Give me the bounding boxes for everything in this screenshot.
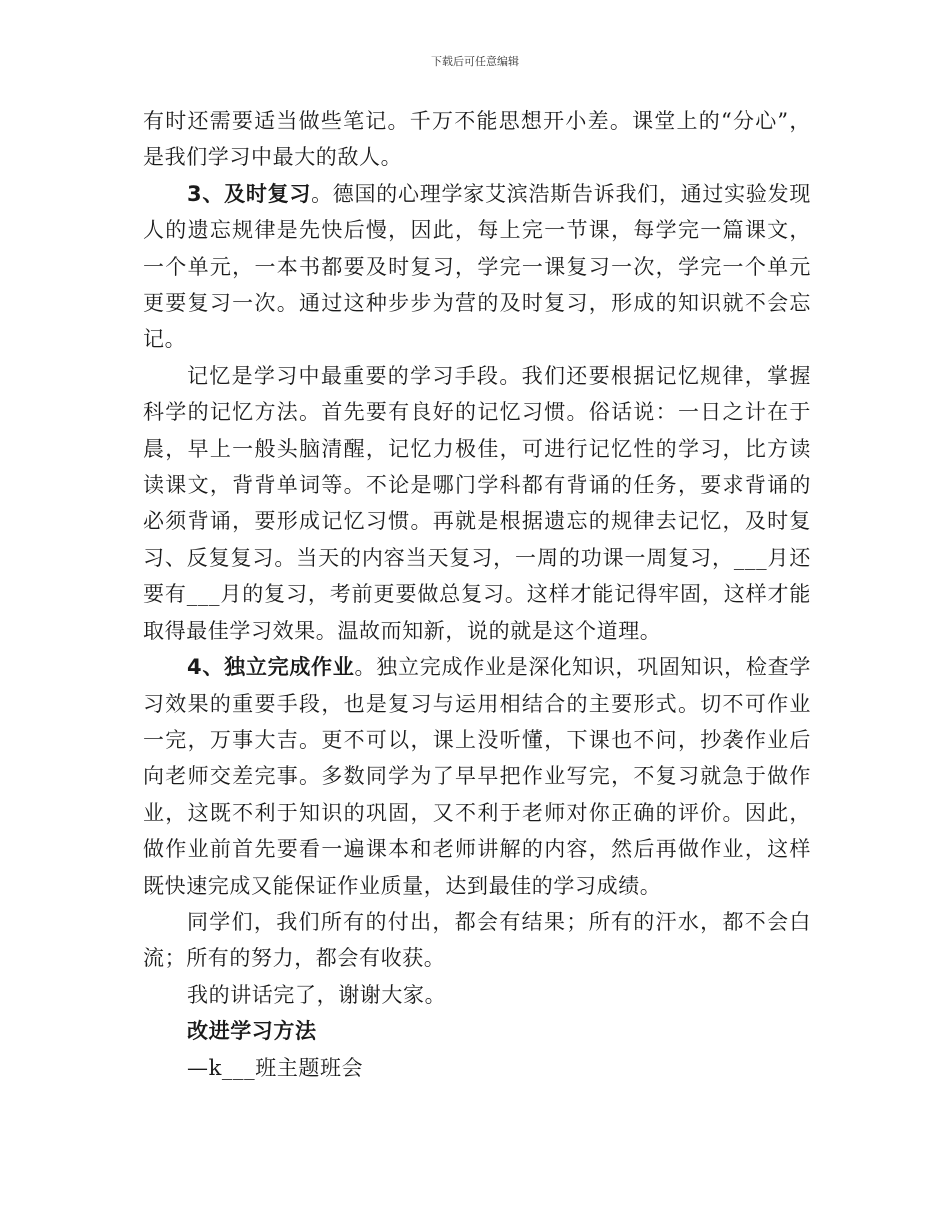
next-section-title: 改进学习方法: [187, 1019, 317, 1044]
document-body: [143, 103, 811, 1086]
paragraph-closing: 同学们，我们所有的付出，都会有结果；所有的汗水，都不会白流；所有的努力，都会有收获。: [143, 909, 811, 971]
next-section-subtitle: —k___班主题班会: [187, 1055, 364, 1080]
section-heading-timely-review: 3、及时复习: [187, 181, 312, 206]
paragraph-timely-review: [143, 176, 811, 358]
paragraph-text: 。德国的心理学家艾滨浩斯告诉我们，通过实验发现人的遗忘规律是先快后慢，因此，每上完一节课，每学完一篇课文，一个单元，一本书都要及时复习，学完一课复习一次，学完一个单元更要复习一次。通过这种步步为营的及时复习，形成的知识就不会忘记。: [143, 181, 811, 352]
paragraph-homework: [143, 649, 811, 904]
section-heading-homework: 4、独立完成作业: [187, 655, 355, 680]
paragraph-memory: 记忆是学习中最重要的学习手段。我们还要根据记忆规律，掌握科学的记忆方法。首先要有良好的记忆习惯。俗话说：一日之计在于晨，早上一般头脑清醒，记忆力极佳，可进行记忆性的学习，比方读读课文，背背单词等。不论是哪门学科都有背诵的任务，要求背诵的必须背诵，要形成记忆习惯。再就是根据遗忘的规律去记忆，及时复习、反复复习。当天的内容当天复习，一周的功课一周复习，___月还要有___月的复习，考前更要做总复习。这样才能记得牢固，这样才能取得最佳学习效果。温故而知新，说的就是这个道理。: [143, 363, 811, 643]
paragraph-text: 。独立完成作业是深化知识，巩固知识，检查学习效果的重要手段，也是复习与运用相结合的主要形式。切不可作业一完，万事大吉。更不可以，课上没听懂，下课也不问，抄袭作业后向老师交差完事。多数同学为了早早把作业写完，不复习就急于做作业，这既不利于知识的巩固，又不利于老师对你正确的评价。因此，做作业前首先要看一遍课本和老师讲解的内容，然后再做作业，这样既快速完成又能保证作业质量，达到最佳的学习成绩。: [143, 655, 811, 898]
paragraph-notes-continuation: 有时还需要适当做些笔记。千万不能思想开小差。课堂上的“分心”，是我们学习中最大的敌人。: [143, 109, 811, 170]
page-header: 下载后可任意编辑: [431, 55, 519, 68]
paragraph-thanks: 我的讲话完了，谢谢大家。: [187, 982, 447, 1007]
